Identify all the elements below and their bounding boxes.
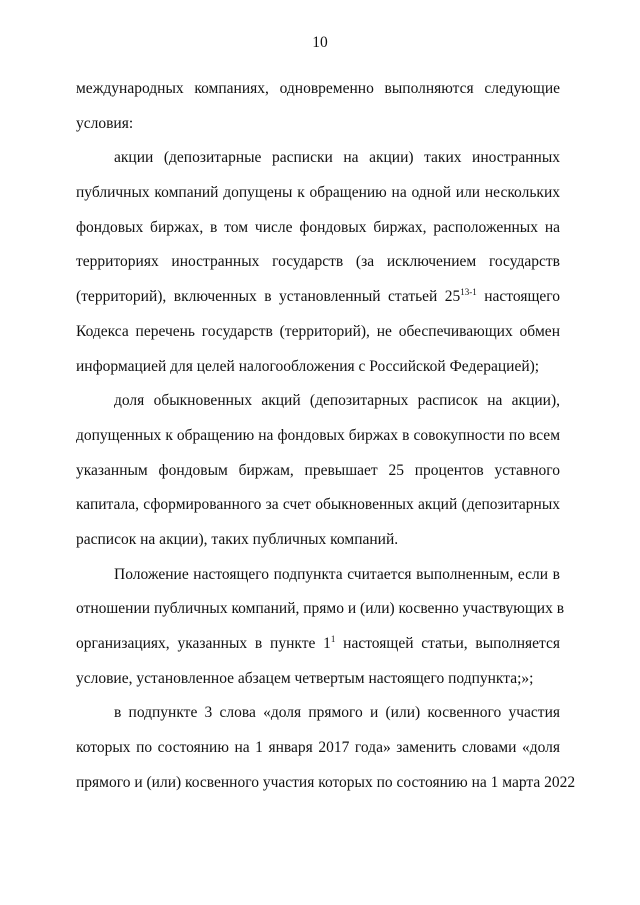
text-line: отношении публичных компаний, прямо и (или) косвенно участвующих в xyxy=(76,600,565,618)
text-line: которых по состоянию на 1 января 2017 года» заменить словами «доля xyxy=(76,739,560,757)
text-fragment: (территорий), включенных в установленный статьей 25 xyxy=(76,288,461,306)
text-line: расписок на акции), таких публичных компаний. xyxy=(76,530,399,548)
text-line: территориях иностранных государств (за исключением государств xyxy=(76,253,560,271)
text-line: публичных компаний допущены к обращению на одной или нескольких xyxy=(76,184,560,202)
text-line: условие, установленное абзацем четвертым настоящего подпункта;»; xyxy=(76,669,534,687)
text-line xyxy=(76,627,560,662)
text-line: акции (депозитарные расписки на акции) таких иностранных xyxy=(114,149,560,167)
text-line: информацией для целей налогообложения с Российской Федерацией); xyxy=(76,357,540,375)
text-line: указанным фондовым биржам, превышает 25 процентов уставного xyxy=(76,461,560,479)
text-line: допущенных к обращению на фондовых биржах в совокупности по всем xyxy=(76,426,560,444)
text-line: фондовых биржах, в том числе фондовых биржах, расположенных на xyxy=(76,218,560,236)
superscript: 1 xyxy=(330,634,336,644)
text-line: условия: xyxy=(76,114,134,132)
text-line: Положение настоящего подпункта считается выполненным, если в xyxy=(114,565,560,583)
text-line: в подпункте 3 слова «доля прямого и (или) косвенного участия xyxy=(114,704,560,722)
text-fragment: настоящей статьи, выполняется xyxy=(335,635,560,652)
text-fragment: настоящего xyxy=(476,288,560,306)
body-text xyxy=(76,72,576,800)
text-fragment: организациях, указанных в пункте 1 xyxy=(76,635,331,652)
superscript: 13-1 xyxy=(460,287,477,298)
text-line: прямого и (или) косвенного участия которых по состоянию на 1 марта 2022 xyxy=(76,773,576,791)
text-line xyxy=(76,280,560,315)
page-number: 10 xyxy=(312,34,328,51)
text-line: международных компаниях, одновременно выполняются следующие xyxy=(76,80,560,97)
text-line: капитала, сформированного за счет обыкновенных акций (депозитарных xyxy=(76,496,560,514)
text-line: доля обыкновенных акций (депозитарных расписок на акции), xyxy=(114,392,560,410)
text-line: Кодекса перечень государств (территорий), не обеспечивающих обмен xyxy=(76,322,560,340)
